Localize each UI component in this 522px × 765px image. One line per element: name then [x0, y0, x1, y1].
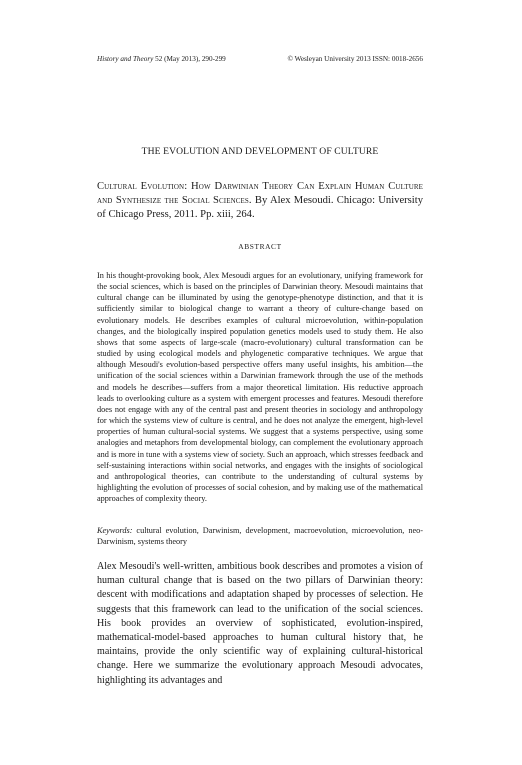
paragraph: Alex Mesoudi's well-written, ambitious book describes and promotes a vision of human cultural change that is based on the two pillars of Darwinian theory: descent with modifications and adaptation shaped by processes of selection. He suggests that this framework can lead to the unification of the social sciences. His book provides an overview of sophisticated, evolution-inspired, mathematical-model-based approaches to human cultural history that, he maintains, provide the only scientific way of explaining cultural-historical change. Here we summarize the evolutionary approach Mesoudi advocates, highlighting its advantages and	[97, 561, 423, 686]
abstract-text: In his thought-provoking book, Alex Mesoudi argues for an evolutionary, unifying framework for the social sciences, which is based on the principles of Darwinian theory. Mesoudi maintains that cultural change can be illuminated by using the genotype-phenotype distinction, and that it is sufficiently similar to biological change to warrant a theory of culture-change based on evolutionary models. He describes examples of cultural microevolution, within-population changes, and the biologically inspired population genetics models used to study them. He also shows that some aspects of large-scale (macro-evolutionary) cultural transformation can be studied by using ecological models and phylogenetic comparative techniques. We argue that although Mesoudi's evolution-based perspective offers many useful insights, his ambition—the unification of the social sciences within a Darwinian framework through the use of the methods and models he describes—suffers from a major theoretical limitation. His reductive approach leads to overlooking culture as a system with emergent processes and features. Mesoudi therefore does not engage with any of the central past and present theories in sociology and anthropology for which the systems view of culture is central, and he does not analyze the emergent, high-level properties of human cultural-social systems. We suggest that a systems perspective, using some analogies and metaphors from developmental biology, can complement the evolutionary approach and is more in tune with a systems view of society. Such an approach, which stresses feedback and self-sustaining interactions within social networks, and engages with the insights of sociological and anthropological theories, can contribute to the understanding of cultural systems by highlighting the evolution of processes of social cohesion, and by making use of the mathematical approaches of complexity theory.	[97, 271, 423, 504]
article-title: THE EVOLUTION AND DEVELOPMENT OF CULTURE	[141, 146, 379, 157]
keywords	[97, 525, 423, 547]
book-details: By Alex Mesoudi. Chicago: University of Chicago Press, 2011. Pp. xiii, 264.	[97, 195, 423, 221]
keywords-list: cultural evolution, Darwinism, development, macroevolution, microevolution, neo-Darwinism, systems theory	[97, 526, 423, 547]
body-text	[97, 560, 423, 688]
book-title: Cultural Evolution: How Darwinian Theory Can Explain Human Culture and Synthesize the Social Sciences.	[97, 181, 423, 207]
keywords-label: Keywords:	[97, 526, 133, 535]
journal-citation	[97, 54, 226, 64]
issue-info: 52 (May 2013), 290-299	[153, 55, 226, 63]
running-header	[97, 54, 423, 64]
copyright-notice: © Wesleyan University 2013 ISSN: 0018-2656	[287, 55, 423, 63]
reviewed-book-citation	[97, 180, 423, 223]
abstract-heading: ABSTRACT	[238, 242, 282, 251]
journal-name: History and Theory	[97, 55, 154, 63]
